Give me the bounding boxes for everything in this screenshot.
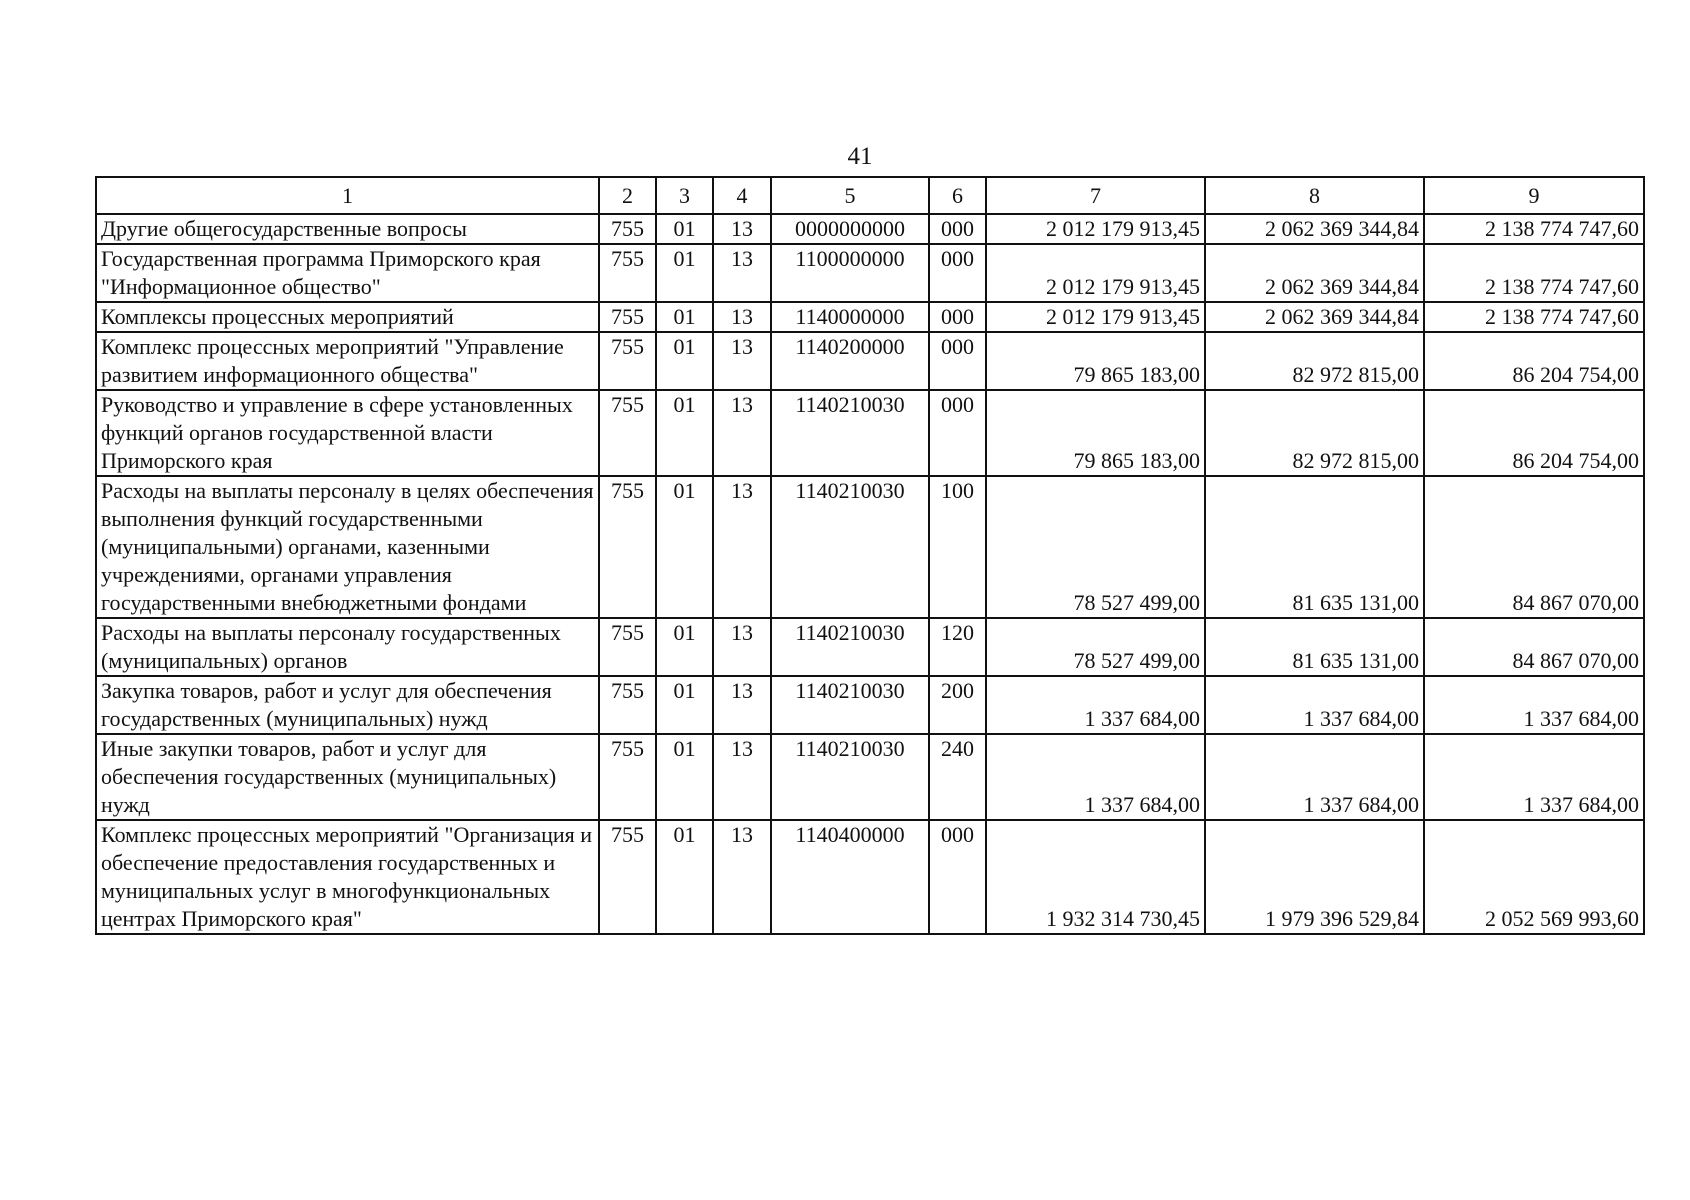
- row-amount: 86 204 754,00: [1424, 390, 1644, 476]
- row-amount: 84 867 070,00: [1424, 618, 1644, 676]
- row-code: 01: [656, 734, 713, 820]
- row-code: 755: [599, 244, 656, 302]
- row-amount: 2 062 369 344,84: [1205, 302, 1424, 332]
- row-amount: 2 138 774 747,60: [1424, 214, 1644, 244]
- column-header: 4: [713, 177, 771, 214]
- row-code: 01: [656, 332, 713, 390]
- row-code: 755: [599, 302, 656, 332]
- budget-table: [95, 176, 1645, 935]
- row-code: 1140200000: [771, 332, 929, 390]
- row-code: 13: [713, 734, 771, 820]
- row-code: 755: [599, 390, 656, 476]
- row-code: 1140400000: [771, 820, 929, 934]
- row-code: 755: [599, 332, 656, 390]
- table-row: [96, 734, 1644, 820]
- row-code: 13: [713, 332, 771, 390]
- row-code: 755: [599, 734, 656, 820]
- row-amount: 78 527 499,00: [986, 618, 1205, 676]
- row-code: 755: [599, 476, 656, 618]
- row-code: 755: [599, 214, 656, 244]
- row-name: Расходы на выплаты персоналу в целях обеспечения выполнения функций государственными (муниципальными) органами, казенными учреждениями, органами управления государственными внебюджетными фондами: [96, 476, 599, 618]
- row-amount: 1 337 684,00: [986, 676, 1205, 734]
- column-header: 3: [656, 177, 713, 214]
- row-amount: 1 979 396 529,84: [1205, 820, 1424, 934]
- table-row: [96, 302, 1644, 332]
- row-amount: 2 012 179 913,45: [986, 302, 1205, 332]
- table-row: [96, 332, 1644, 390]
- table-row: [96, 214, 1644, 244]
- row-name: Закупка товаров, работ и услуг для обеспечения государственных (муниципальных) нужд: [96, 676, 599, 734]
- row-amount: 81 635 131,00: [1205, 476, 1424, 618]
- row-amount: 82 972 815,00: [1205, 332, 1424, 390]
- table-row: [96, 676, 1644, 734]
- row-code: 000: [929, 390, 986, 476]
- row-amount: 1 337 684,00: [1205, 676, 1424, 734]
- row-amount: 82 972 815,00: [1205, 390, 1424, 476]
- row-amount: 1 337 684,00: [1424, 676, 1644, 734]
- table-row: [96, 476, 1644, 618]
- row-amount: 81 635 131,00: [1205, 618, 1424, 676]
- row-code: 13: [713, 820, 771, 934]
- column-header: 1: [96, 177, 599, 214]
- row-code: 01: [656, 618, 713, 676]
- row-amount: 1 337 684,00: [986, 734, 1205, 820]
- row-code: 0000000000: [771, 214, 929, 244]
- row-amount: 2 138 774 747,60: [1424, 302, 1644, 332]
- row-name: Другие общегосударственные вопросы: [96, 214, 599, 244]
- column-header: 6: [929, 177, 986, 214]
- row-amount: 79 865 183,00: [986, 390, 1205, 476]
- row-code: 01: [656, 676, 713, 734]
- table-row: [96, 390, 1644, 476]
- row-code: 240: [929, 734, 986, 820]
- row-code: 1100000000: [771, 244, 929, 302]
- row-code: 13: [713, 476, 771, 618]
- row-code: 000: [929, 214, 986, 244]
- row-code: 000: [929, 244, 986, 302]
- row-code: 13: [713, 302, 771, 332]
- row-name: Расходы на выплаты персоналу государственных (муниципальных) органов: [96, 618, 599, 676]
- column-header: 8: [1205, 177, 1424, 214]
- column-header: 5: [771, 177, 929, 214]
- row-code: 01: [656, 244, 713, 302]
- row-code: 1140210030: [771, 676, 929, 734]
- row-code: 01: [656, 302, 713, 332]
- row-code: 1140210030: [771, 618, 929, 676]
- row-code: 100: [929, 476, 986, 618]
- row-amount: 1 337 684,00: [1424, 734, 1644, 820]
- row-code: 13: [713, 390, 771, 476]
- row-name: Комплекс процессных мероприятий "Управление развитием информационного общества": [96, 332, 599, 390]
- row-amount: 1 337 684,00: [1205, 734, 1424, 820]
- row-amount: 84 867 070,00: [1424, 476, 1644, 618]
- row-amount: 2 062 369 344,84: [1205, 214, 1424, 244]
- row-name: Комплекс процессных мероприятий "Организация и обеспечение предоставления государственных и муниципальных услуг в многофункциональных центрах Приморского края": [96, 820, 599, 934]
- row-code: 755: [599, 618, 656, 676]
- row-amount: 2 062 369 344,84: [1205, 244, 1424, 302]
- page-number: 41: [847, 143, 873, 170]
- row-amount: 2 138 774 747,60: [1424, 244, 1644, 302]
- row-name: Иные закупки товаров, работ и услуг для обеспечения государственных (муниципальных) нужд: [96, 734, 599, 820]
- row-code: 120: [929, 618, 986, 676]
- table-row: [96, 820, 1644, 934]
- row-code: 000: [929, 820, 986, 934]
- row-name: Комплексы процессных мероприятий: [96, 302, 599, 332]
- row-name: Руководство и управление в сфере установленных функций органов государственной власти Приморского края: [96, 390, 599, 476]
- row-amount: 1 932 314 730,45: [986, 820, 1205, 934]
- row-code: 1140000000: [771, 302, 929, 332]
- header-row: [96, 177, 1644, 214]
- column-header: 7: [986, 177, 1205, 214]
- row-code: 01: [656, 390, 713, 476]
- table-row: [96, 244, 1644, 302]
- row-code: 000: [929, 302, 986, 332]
- row-code: 755: [599, 820, 656, 934]
- column-header: 9: [1424, 177, 1644, 214]
- row-code: 1140210030: [771, 476, 929, 618]
- row-code: 1140210030: [771, 390, 929, 476]
- row-code: 000: [929, 332, 986, 390]
- row-amount: 2 012 179 913,45: [986, 244, 1205, 302]
- row-code: 01: [656, 820, 713, 934]
- row-code: 13: [713, 214, 771, 244]
- row-amount: 79 865 183,00: [986, 332, 1205, 390]
- row-code: 13: [713, 244, 771, 302]
- row-amount: 2 012 179 913,45: [986, 214, 1205, 244]
- row-code: 01: [656, 476, 713, 618]
- row-code: 200: [929, 676, 986, 734]
- row-amount: 86 204 754,00: [1424, 332, 1644, 390]
- row-code: 755: [599, 676, 656, 734]
- row-code: 01: [656, 214, 713, 244]
- row-code: 13: [713, 618, 771, 676]
- row-code: 13: [713, 676, 771, 734]
- table-row: [96, 618, 1644, 676]
- row-code: 1140210030: [771, 734, 929, 820]
- row-amount: 2 052 569 993,60: [1424, 820, 1644, 934]
- row-name: Государственная программа Приморского края "Информационное общество": [96, 244, 599, 302]
- row-amount: 78 527 499,00: [986, 476, 1205, 618]
- column-header: 2: [599, 177, 656, 214]
